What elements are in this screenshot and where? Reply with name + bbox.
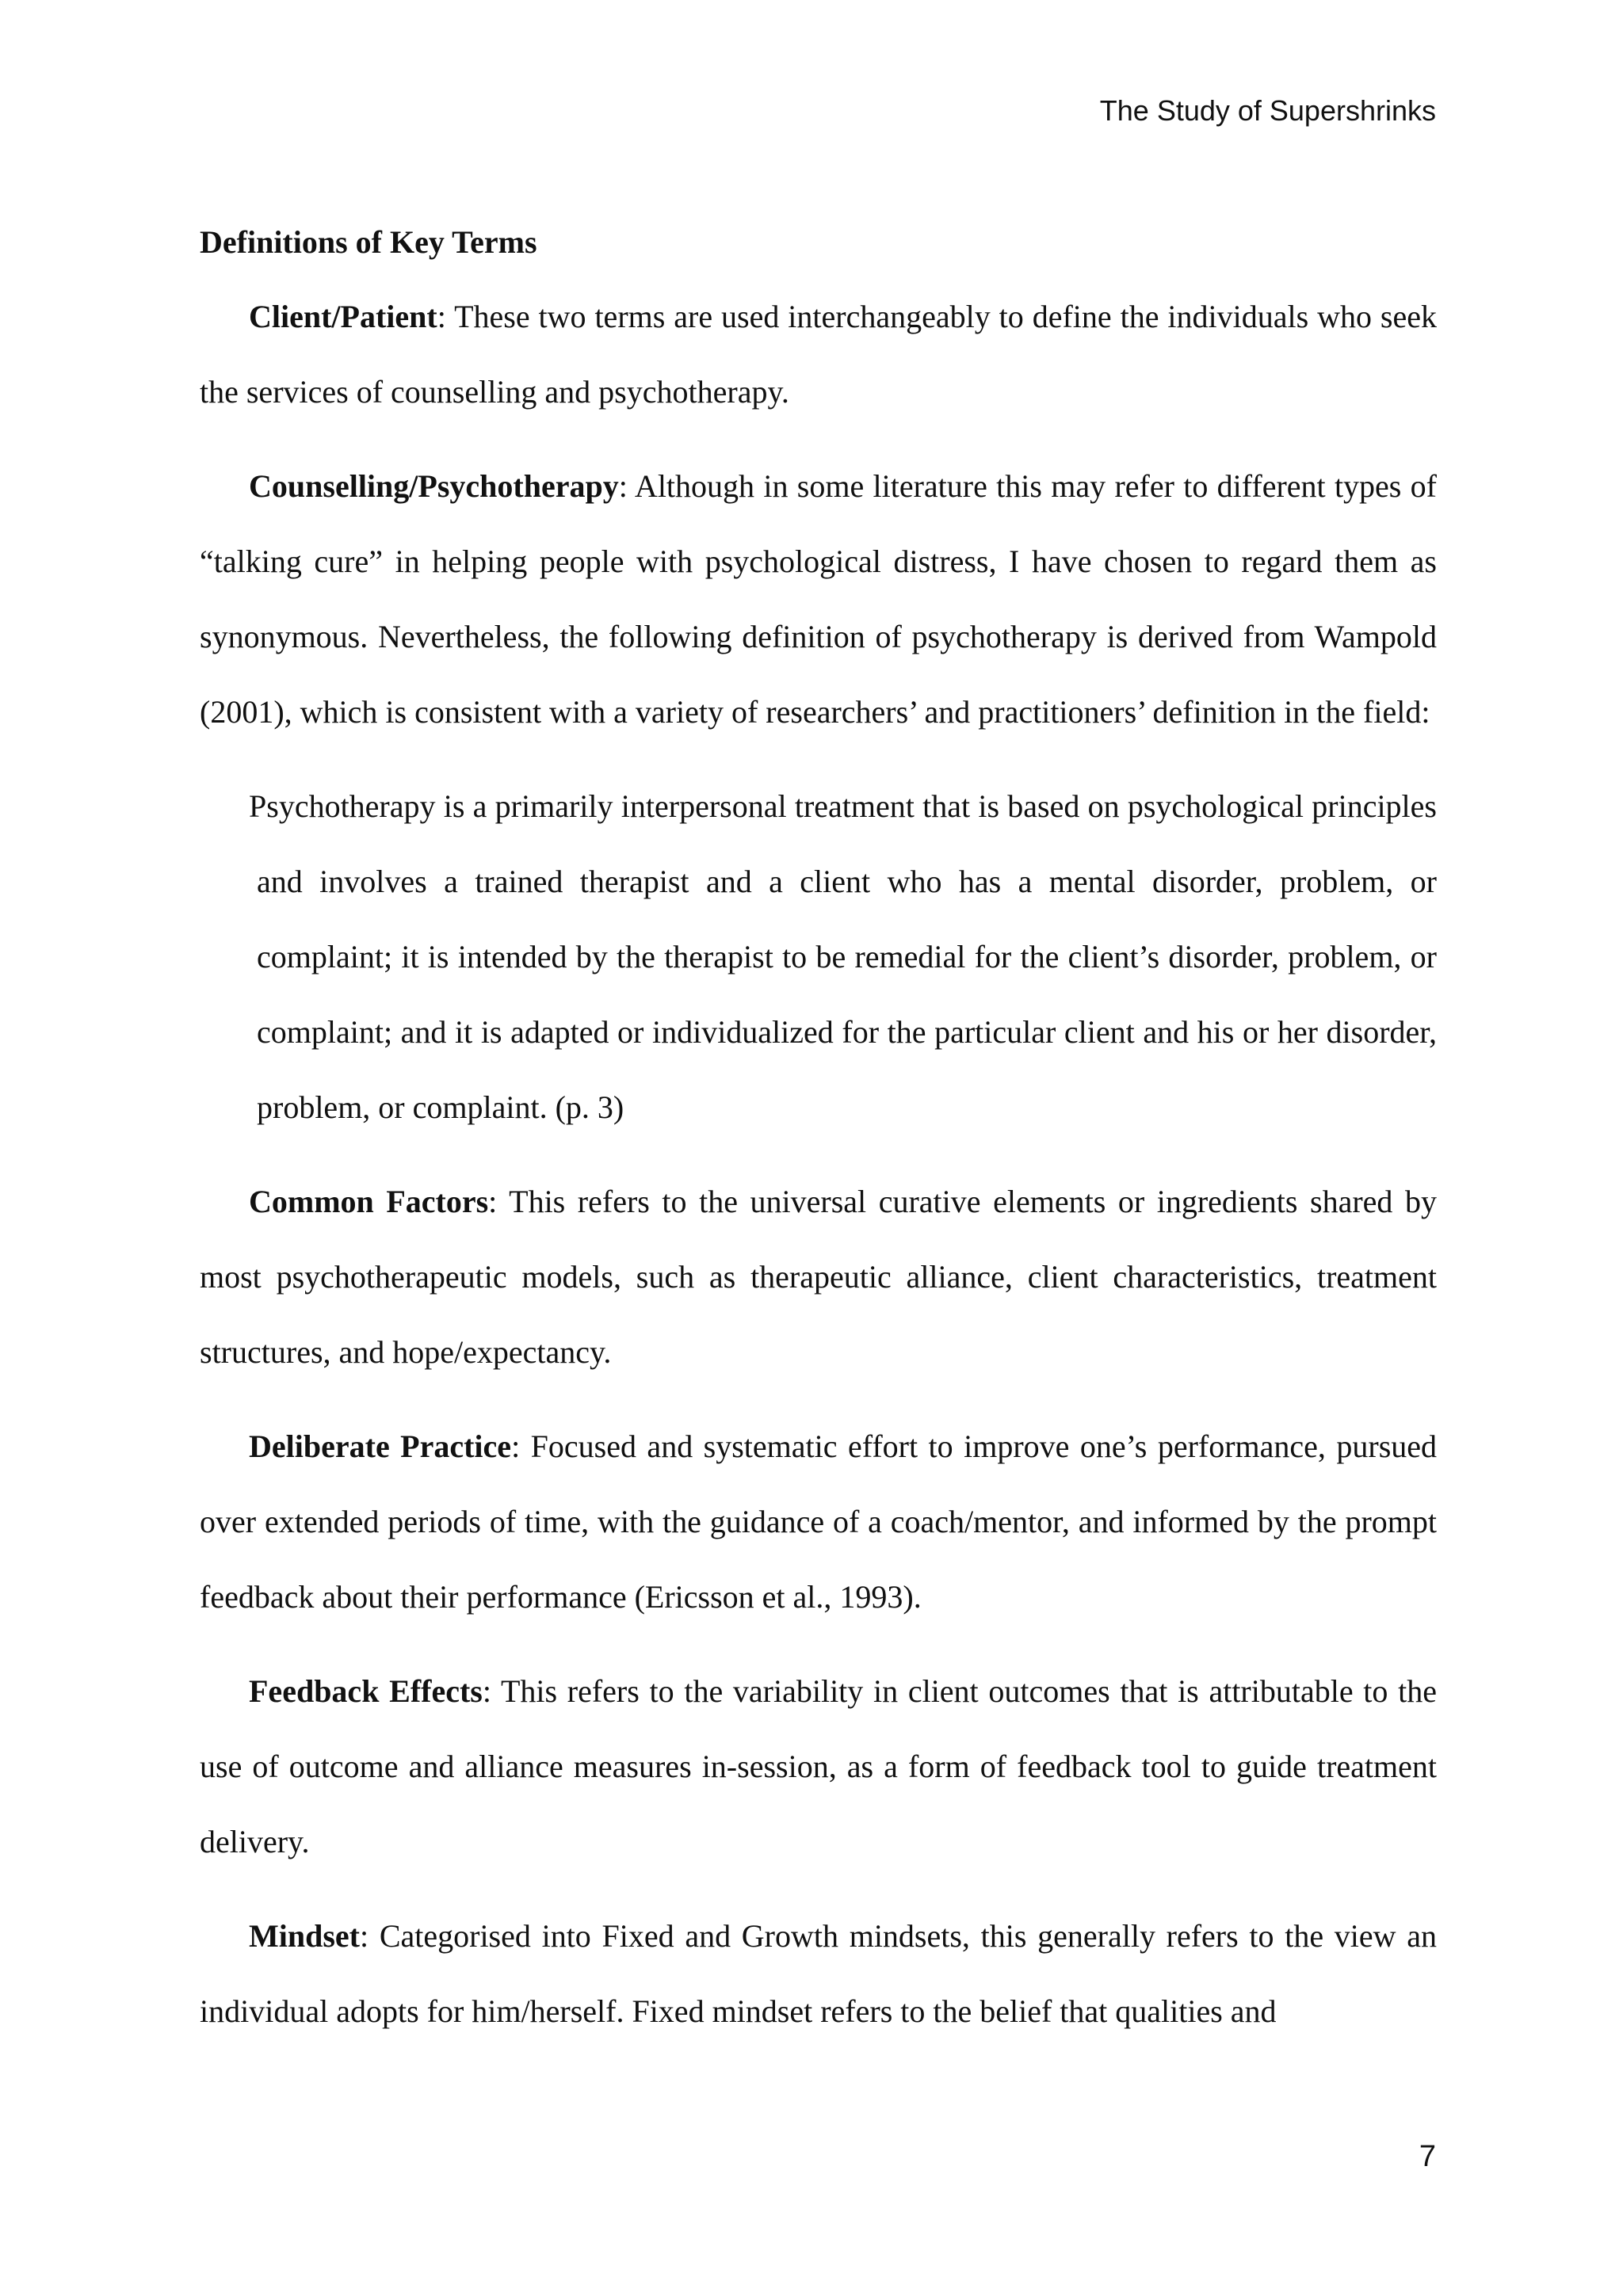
block-quote-wampold: Psychotherapy is a primarily interpersonal treatment that is based on psychological principles and involves a trained therapist and a client who has a mental disorder, problem, or complaint; it is intended by the therapist to be remedial for the client’s disorder, problem, or complaint; and it is adapted or individualized for the particular client and his or her disorder, problem, or complaint. (p. 3) [249,788,1437,1125]
term-label: Client/Patient [249,299,437,334]
term-definition: : These two terms are used interchangeably to define the individuals who seek the services of counselling and psychotherapy. [200,299,1437,410]
definition-mindset [200,1898,1437,2049]
term-label: Deliberate Practice [249,1428,512,1464]
term-definition: : This refers to the variability in client outcomes that is attributable to the use of outcome and alliance measures in-session, as a form of feedback tool to guide treatment delivery. [200,1673,1437,1859]
definition-common-factors [200,1164,1437,1390]
term-definition: : Focused and systematic effort to improve one’s performance, pursued over extended periods of time, with the guidance of a coach/mentor, and informed by the prompt feedback about their performance (Ericsson et al., 1993). [200,1428,1438,1615]
definition-feedback-effects [200,1653,1437,1879]
term-definition: : This refers to the universal curative elements or ingredients shared by most psychotherapeutic models, such as therapeutic alliance, client characteristics, treatment structures, and hope/expectancy. [200,1184,1437,1370]
section-heading: Definitions of Key Terms [200,224,537,260]
term-definition: : Categorised into Fixed and Growth mindsets, this generally refers to the view an individual adopts for him/herself. Fixed mindset refers to the belief that qualities and [200,1918,1437,2029]
term-label: Mindset [249,1918,360,1954]
definition-counselling-psychotherapy [200,448,1437,749]
definition-client-patient [200,279,1437,429]
term-definition: : Although in some literature this may refer to different types of “talking cure” in helping people with psychological distress, I have chosen to regard them as synonymous. Nevertheless, the following definition of psychotherapy is derived from Wampold (2001), which is consistent with a variety of researchers’ and practitioners’ definition in the field: [200,468,1437,730]
definition-deliberate-practice [200,1409,1437,1634]
running-header: The Study of Supershrinks [1099,94,1436,127]
term-label: Common Factors [249,1184,489,1219]
page-number: 7 [1419,2140,1436,2173]
page-content [200,220,1437,2068]
term-label: Counselling/Psychotherapy [249,468,619,504]
term-label: Feedback Effects [249,1673,483,1709]
